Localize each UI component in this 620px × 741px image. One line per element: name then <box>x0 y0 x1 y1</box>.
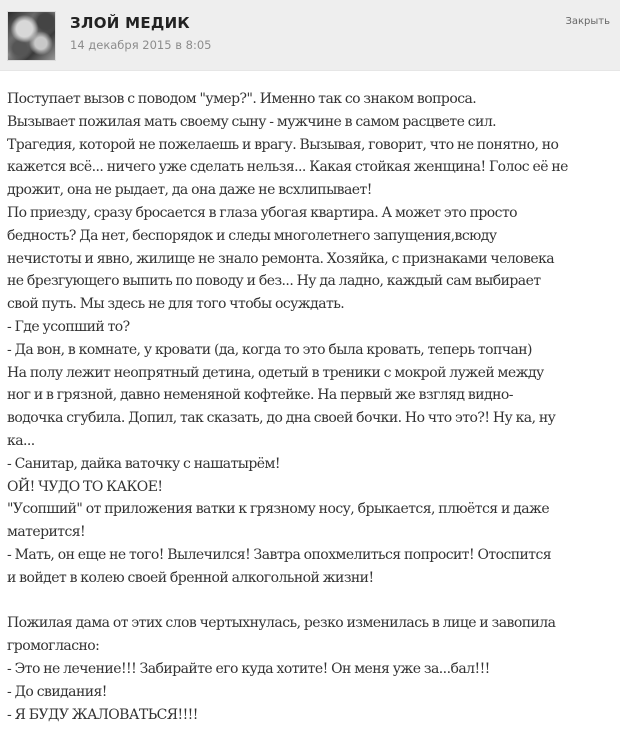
author-name[interactable]: ЗЛОЙ МЕДИК <box>70 14 190 32</box>
post-line: громогласно: <box>7 638 100 655</box>
post-line: бедность? Да нет, беспорядок и следы многолетнего запущения,всюду <box>7 227 497 244</box>
post-line: Поступает вызов с поводом "умер?". Именно так со знаком вопроса. <box>7 91 477 107</box>
post-line: - Где усопший то? <box>7 318 130 335</box>
post-line: - Мать, он еще не того! Вылечился! Завтра опохмелиться попросит! Отоспится <box>7 546 552 563</box>
post-line: "Усопший" от приложения ватки к грязному носу, брыкается, плюётся и даже <box>7 501 550 518</box>
post-line: дрожит, она не рыдает, да она даже не всхлипывает! <box>7 182 372 199</box>
post-line: свой путь. Мы здесь не для того чтобы осуждать. <box>7 296 345 313</box>
post-line: - Я БУДУ ЖАЛОВАТЬСЯ!!!! <box>7 706 198 723</box>
post-line: - До свидания! <box>7 683 107 700</box>
post-line: ОЙ! ЧУДО ТО КАКОЕ! <box>7 478 163 495</box>
post-line: ка... <box>7 432 35 449</box>
post-line: кажется всё... ничего уже сделать нельзя... Какая стойкая женщина! Голос её не <box>7 159 568 176</box>
post-line: ног и в грязной, давно неменяной кофтейке. На первый же взгляд видно- <box>7 387 513 404</box>
post-line: По приезду, сразу бросается в глаза убогая квартира. А может это просто <box>7 204 518 221</box>
post-line: Пожилая дама от этих слов чертыхнулась, резко изменилась в лице и завопила <box>7 615 556 632</box>
post-header <box>0 0 620 71</box>
post-line: Трагедия, которой не пожелаешь и врагу. Вызывая, говорит, что не понятно, но <box>7 136 559 153</box>
post-line: не брезгующего выпить по поводу и без... Ну да ладно, каждый сам выбирает <box>7 273 541 290</box>
post-blank-line <box>7 590 615 613</box>
post-body <box>7 88 615 726</box>
post-line: матерится! <box>7 524 86 541</box>
post-line: - Санитар, дайка ваточку с нашатырём! <box>7 455 280 472</box>
post-line: и войдет в колею своей бренной алкогольной жизни! <box>7 569 374 586</box>
post-line: Вызывает пожилая мать своему сыну - мужчине в самом расцвете сил. <box>7 113 497 130</box>
post-line: - Да вон, в комнате, у кровати (да, когда то это была кровать, теперь топчан) <box>7 341 532 358</box>
post-date: 14 декабря 2015 в 8:05 <box>70 38 212 52</box>
post-line: - Это не лечение!!! Забирайте его куда хотите! Он меня уже за...бал!!! <box>7 660 490 677</box>
post-line: водочка сгубила. Допил, так сказать, до дна своей бочки. Но что это?! Ну ка, ну <box>7 410 556 427</box>
close-button[interactable]: Закрыть <box>565 16 610 27</box>
post-line: На полу лежит неопрятный детина, одетый в треники с мокрой лужей между <box>7 364 544 381</box>
post-line: нечистоты и явно, жилище не знало ремонта. Хозяйка, с признаками человека <box>7 250 555 267</box>
author-avatar[interactable] <box>7 11 56 61</box>
